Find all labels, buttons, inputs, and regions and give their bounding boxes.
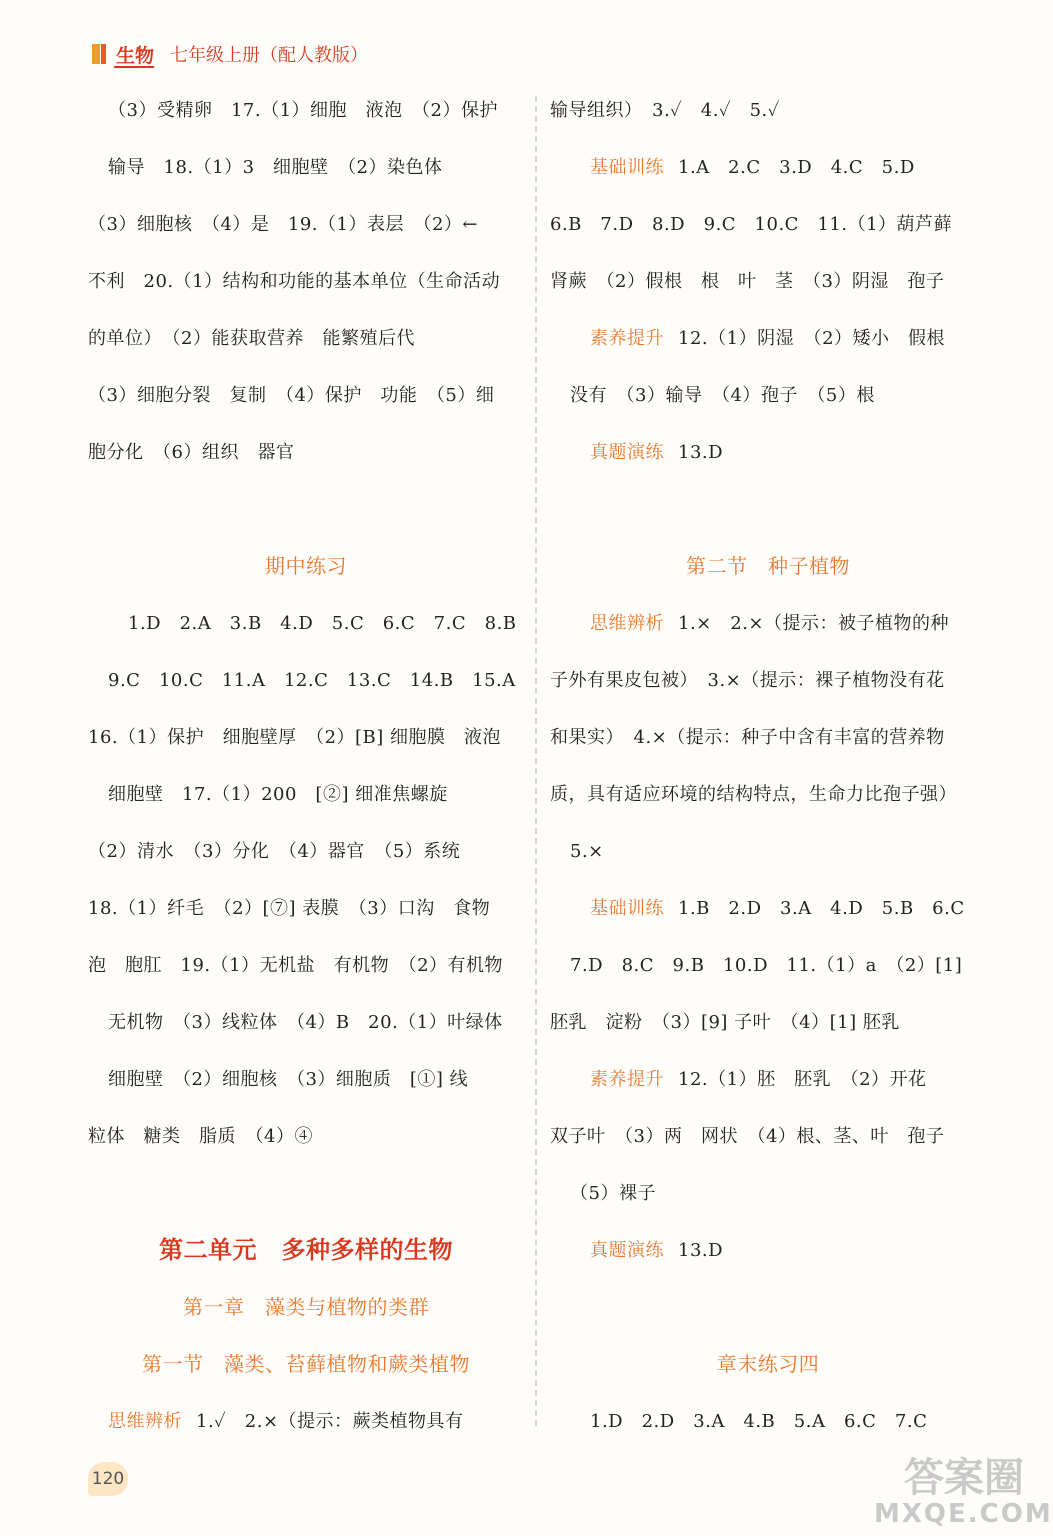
answer-line: （3）细胞核 （4）是 19.（1）表层 （2）← bbox=[88, 214, 479, 235]
answer-line: 子外有果皮包被） 3.×（提示：裸子植物没有花 bbox=[550, 670, 945, 691]
answer-line: （2）清水 （3）分化 （4）器官 （5）系统 bbox=[88, 841, 461, 862]
category-tag: 基础训练 bbox=[590, 898, 664, 919]
category-tag: 思维辨析 bbox=[108, 1411, 182, 1432]
unit-title: 第二单元 多种多样的生物 bbox=[159, 1236, 453, 1264]
watermark-logo bbox=[874, 1455, 1053, 1529]
answer-line: 输导 18.（1）3 细胞壁 （2）染色体 bbox=[108, 157, 443, 178]
answer-line: 细胞壁 17.（1）200 [②] 细准焦螺旋 bbox=[108, 784, 448, 805]
answer-line: 9.C 10.C 11.A 12.C 13.C 14.B 15.A bbox=[108, 670, 516, 691]
answer-line: （3）受精卵 17.（1）细胞 液泡 （2）保护 bbox=[108, 100, 498, 121]
answer-line: 素养提升 12.（1）阴湿 （2）矮小 假根 bbox=[590, 328, 946, 349]
section-title-chapter-review: 章末练习四 bbox=[716, 1352, 820, 1376]
page-header bbox=[92, 40, 368, 68]
answer-line: 6.B 7.D 8.D 9.C 10.C 11.（1）葫芦藓 bbox=[550, 214, 953, 235]
category-tag: 真题演练 bbox=[590, 442, 664, 463]
left-column bbox=[88, 82, 524, 1450]
section-title-midterm: 期中练习 bbox=[265, 554, 347, 578]
answer-line: 真题演练 13.D bbox=[590, 442, 724, 463]
section-title: 第一节 藻类、苔藓植物和蕨类植物 bbox=[142, 1352, 470, 1376]
category-tag: 基础训练 bbox=[590, 157, 664, 178]
answer-line: 泡 胞肛 19.（1）无机盐 有机物 （2）有机物 bbox=[88, 955, 504, 976]
answer-line: 素养提升 12.（1）胚 胚乳 （2）开花 bbox=[590, 1069, 927, 1090]
category-tag: 素养提升 bbox=[590, 1069, 664, 1090]
answer-line: 胚乳 淀粉 （3）[9] 子叶 （4）[1] 胚乳 bbox=[550, 1012, 900, 1033]
answer-line: 不利 20.（1）结构和功能的基本单位（生命活动 bbox=[88, 271, 501, 292]
answer-line: 真题演练 13.D bbox=[590, 1240, 724, 1261]
page-number: 120 bbox=[88, 1462, 128, 1496]
answer-line: 基础训练 1.B 2.D 3.A 4.D 5.B 6.C bbox=[590, 898, 965, 919]
category-tag: 思维辨析 bbox=[590, 613, 664, 634]
answer-line: 和果实） 4.×（提示：种子中含有丰富的营养物 bbox=[550, 727, 945, 748]
section-title-seed-plants: 第二节 种子植物 bbox=[686, 554, 850, 578]
answer-line: 18.（1）纤毛 （2）[⑦] 表膜 （3）口沟 食物 bbox=[88, 898, 491, 919]
right-column bbox=[550, 82, 986, 1450]
answer-line: 肾蕨 （2）假根 根 叶 茎 （3）阴湿 孢子 bbox=[550, 271, 945, 292]
column-divider bbox=[535, 96, 537, 1426]
answer-line: 的单位） （2）能获取营养 能繁殖后代 bbox=[88, 328, 415, 349]
answer-line: 输导组织） 3.✓ 4.✓ 5.✓ bbox=[550, 100, 780, 121]
answer-line: 粒体 糖类 脂质 （4）④ bbox=[88, 1126, 313, 1147]
answer-line: （5）裸子 bbox=[570, 1183, 656, 1204]
watermark-text: 答案圈 bbox=[904, 1455, 1024, 1501]
header-underline bbox=[114, 66, 154, 68]
chapter-title: 第一章 藻类与植物的类群 bbox=[183, 1295, 429, 1319]
answer-line: 没有 （3）输导 （4）孢子 （5）根 bbox=[570, 385, 875, 406]
answer-line: 无机物 （3）线粒体 （4）B 20.（1）叶绿体 bbox=[108, 1012, 503, 1033]
answer-line: 细胞壁 （2）细胞核 （3）细胞质 [①] 线 bbox=[108, 1069, 469, 1090]
answer-line: 思维辨析 1.× 2.×（提示：被子植物的种 bbox=[590, 613, 950, 634]
watermark-url: MXQE.COM bbox=[874, 1499, 1053, 1529]
answer-line: 思维辨析 1.✓ 2.×（提示：蕨类植物具有 bbox=[108, 1411, 464, 1432]
category-tag: 素养提升 bbox=[590, 328, 664, 349]
answer-line: 胞分化 （6）组织 器官 bbox=[88, 442, 295, 463]
book-logo-icon bbox=[92, 44, 106, 64]
answer-line: 1.D 2.A 3.B 4.D 5.C 6.C 7.C 8.B bbox=[128, 613, 517, 634]
answer-line: 5.× bbox=[570, 841, 604, 862]
category-tag: 真题演练 bbox=[590, 1240, 664, 1261]
grade-label: 七年级上册（配人教版） bbox=[170, 45, 369, 66]
subject-title: 生物 bbox=[116, 44, 155, 67]
answer-line: 质，具有适应环境的结构特点，生命力比孢子强） bbox=[550, 784, 957, 805]
answer-line: 1.D 2.D 3.A 4.B 5.A 6.C 7.C bbox=[590, 1411, 928, 1432]
answer-line: 双子叶 （3）两 网状 （4）根、茎、叶 孢子 bbox=[550, 1126, 945, 1147]
answer-line: （3）细胞分裂 复制 （4）保护 功能 （5）细 bbox=[88, 385, 495, 406]
answer-line: 16.（1）保护 细胞壁厚 （2）[B] 细胞膜 液泡 bbox=[88, 727, 502, 748]
answer-line: 基础训练 1.A 2.C 3.D 4.C 5.D bbox=[590, 157, 915, 178]
answer-line: 7.D 8.C 9.B 10.D 11.（1）a （2）[1] bbox=[570, 955, 963, 976]
